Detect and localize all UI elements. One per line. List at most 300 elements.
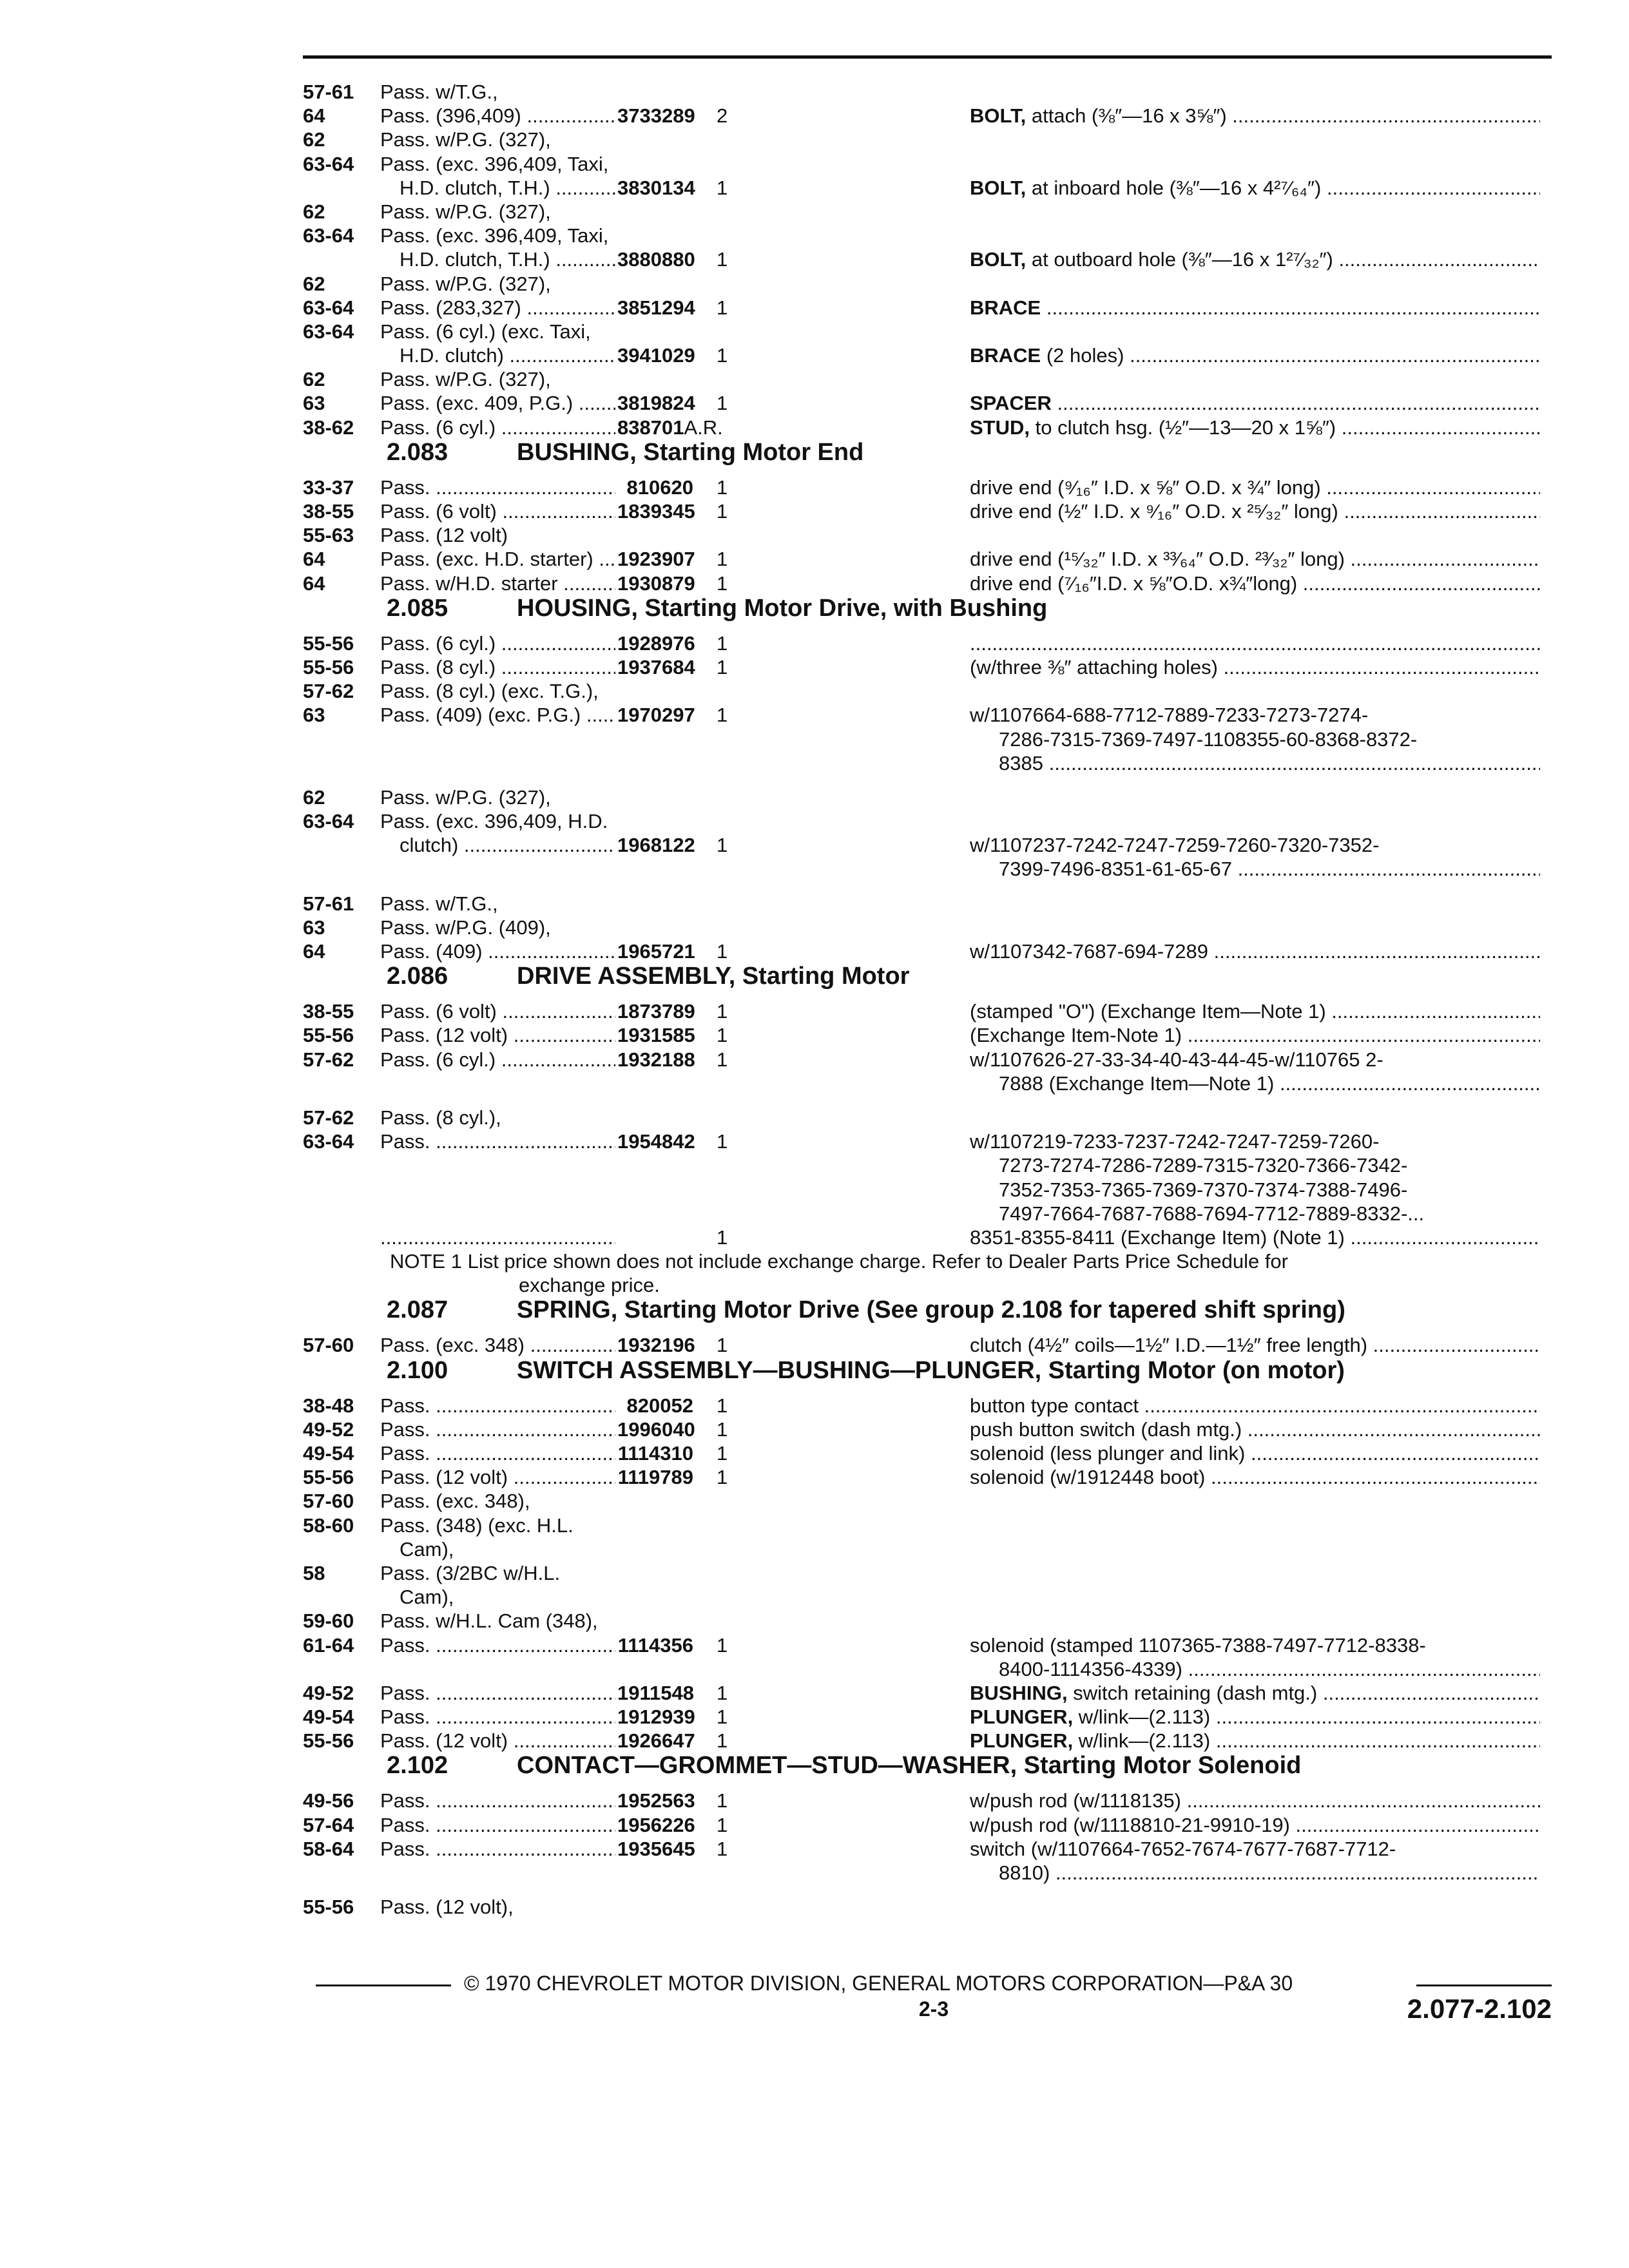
- parts-row: [303, 1729, 1559, 1753]
- model-years: 57-61: [303, 81, 354, 103]
- group-heading: [303, 1358, 1559, 1394]
- parts-row: [303, 476, 1559, 499]
- quantity: 1: [717, 1024, 728, 1047]
- parts-row: [303, 1394, 1559, 1418]
- parts-row: [303, 655, 1559, 679]
- parts-row: [303, 1705, 1559, 1729]
- quantity: 1: [717, 1681, 728, 1704]
- group-number: 2.102: [387, 1752, 448, 1780]
- quantity: 1: [717, 248, 728, 271]
- quantity: 1: [717, 296, 728, 319]
- parts-row: [303, 1514, 1559, 1537]
- group-number: 2.086: [387, 963, 448, 990]
- part-number-value: 1965721: [617, 940, 695, 963]
- model-years: 33-37: [303, 476, 354, 499]
- parts-row: [303, 296, 1559, 320]
- model-years: 49-52: [303, 1681, 354, 1704]
- parts-row: [303, 343, 1559, 367]
- quantity: 1: [717, 1225, 728, 1249]
- model-years: 55-56: [303, 1896, 354, 1919]
- application-description: Pass. (8 cyl.) (exc. T.G.),: [380, 680, 599, 703]
- part-name-description: w/1107237-7242-7247-7259-7260-7320-7352-: [970, 834, 1380, 857]
- part-number: [617, 703, 693, 727]
- model-years: 38-62: [303, 416, 354, 439]
- parts-row: [303, 1633, 1559, 1657]
- model-years: 55-63: [303, 524, 354, 547]
- part-number-value: 1935645: [617, 1837, 695, 1860]
- model-years: 57-60: [303, 1334, 354, 1357]
- application-description: [380, 1225, 615, 1249]
- application-description: Pass. w/T.G.,: [380, 892, 498, 915]
- quantity: 1: [717, 1394, 728, 1417]
- application-description: Cam),: [400, 1586, 454, 1609]
- part-name-description: BUSHING, switch retaining (dash mtg.) .....: [970, 1681, 1540, 1705]
- part-number: [617, 1729, 693, 1753]
- part-name-description: 7399-7496-8351-61-65-67 .....: [970, 857, 1540, 881]
- note-line: NOTE 1 List price shown does not include exchange charge. Refer to Dealer Parts Price Schedule for: [390, 1250, 1289, 1273]
- quantity: 1: [717, 392, 728, 415]
- part-number-value: 1928976: [617, 631, 695, 655]
- part-number-value: 1119789: [617, 1466, 693, 1489]
- application-description: Pass. w/P.G. (327),: [380, 200, 551, 223]
- part-name-keyword: SPACER: [970, 392, 1052, 415]
- model-years: 57-62: [303, 680, 354, 703]
- part-name-description: drive end (½″ I.D. x ⁹⁄₁₆″ O.D. x ²⁵⁄₃₂″ long) .....: [970, 499, 1540, 523]
- group-heading: [303, 1297, 1559, 1333]
- model-years: 57-62: [303, 1048, 354, 1071]
- quantity: 1: [717, 1633, 728, 1657]
- model-years: 61-64: [303, 1633, 354, 1657]
- application-description: Pass. w/H.D. starter .....: [380, 572, 615, 595]
- application-description: Pass. (exc. 396,409, H.D.: [380, 810, 608, 833]
- parts-row: [303, 523, 1559, 547]
- part-number: [617, 939, 693, 963]
- parts-row: [303, 224, 1559, 247]
- row-gap: [303, 775, 1559, 785]
- application-description: Pass. (exc. 348) .....: [380, 1333, 615, 1357]
- application-description: Cam),: [400, 1537, 454, 1561]
- model-years: 64: [303, 572, 325, 595]
- model-years: 64: [303, 548, 325, 571]
- part-name-description: 8351-8355-8411 (Exchange Item) (Note 1) .....: [970, 1225, 1540, 1249]
- part-name-description: w/1107626-27-33-34-40-43-44-45-w/110765 2-: [970, 1048, 1383, 1071]
- part-name-description: switch (w/1107664-7652-7674-7677-7687-7712-: [970, 1837, 1396, 1860]
- application-description: Pass. (6 volt) .....: [380, 499, 615, 523]
- parts-row: [303, 1106, 1559, 1129]
- application-description: Pass. (exc. H.D. starter) .....: [380, 547, 615, 571]
- application-description: Pass. .....: [380, 1394, 615, 1418]
- group-title: BUSHING, Starting Motor End: [517, 438, 864, 466]
- application-description: Pass. (12 volt) .....: [380, 1023, 615, 1047]
- part-name-keyword: BRACE: [970, 344, 1041, 367]
- part-name-keyword: BOLT,: [970, 248, 1027, 271]
- model-years: 63: [303, 392, 325, 415]
- part-number-value: 3830134: [617, 176, 695, 199]
- page-footer: [316, 1972, 1552, 2036]
- part-name-description: [970, 631, 1540, 655]
- part-number-value: 1839345: [617, 500, 695, 523]
- part-number: [617, 1418, 693, 1441]
- part-number-value: 1932188: [617, 1048, 695, 1071]
- part-number-value: 820052: [626, 1394, 693, 1417]
- model-years: 55-56: [303, 1729, 354, 1753]
- part-name-keyword: BUSHING,: [970, 1681, 1068, 1704]
- parts-row: [303, 416, 1559, 439]
- part-number: [617, 572, 693, 595]
- quantity: 1: [717, 176, 728, 199]
- part-name-description: drive end (⁷⁄₁₆″I.D. x ⅝″O.D. x¾″long) .....: [970, 572, 1540, 595]
- application-description: Pass. (12 volt) .....: [380, 1729, 615, 1753]
- parts-row: [303, 547, 1559, 571]
- parts-row: [303, 1609, 1559, 1633]
- part-number-value: 810620: [626, 476, 693, 499]
- parts-row: [303, 572, 1559, 595]
- parts-row: [303, 128, 1559, 151]
- application-description: Pass. (396,409) .....: [380, 104, 615, 128]
- parts-row: [303, 499, 1559, 523]
- model-years: 57-60: [303, 1490, 354, 1513]
- parts-row: [303, 1023, 1559, 1047]
- part-number: [617, 476, 693, 499]
- part-number: [617, 547, 693, 571]
- application-description: Pass. (6 cyl.) .....: [380, 631, 615, 655]
- application-description: clutch) .....: [380, 833, 615, 857]
- part-number-value: 1930879: [617, 572, 695, 595]
- parts-row: [303, 200, 1559, 224]
- quantity: 1: [717, 476, 728, 499]
- row-gap: [303, 881, 1559, 892]
- quantity: 1: [717, 1000, 728, 1023]
- quantity: 1: [717, 1729, 728, 1753]
- part-name-description: w/1107664-688-7712-7889-7233-7273-7274-: [970, 704, 1369, 727]
- part-number-value: 3880880: [617, 248, 695, 271]
- parts-row: [303, 391, 1559, 415]
- part-number-value: 1996040: [617, 1418, 695, 1441]
- model-years: 58-64: [303, 1837, 354, 1860]
- footer-rule-right: [1416, 1984, 1552, 1986]
- group-title: CONTACT—GROMMET—STUD—WASHER, Starting Motor Solenoid: [517, 1752, 1302, 1780]
- application-description: Pass. (6 cyl.) .....: [380, 1048, 615, 1072]
- application-description: Pass. .....: [380, 1705, 615, 1729]
- part-name-description: 7888 (Exchange Item—Note 1) .....: [970, 1072, 1540, 1095]
- group-range: 2.077-2.102: [1407, 1994, 1552, 2024]
- part-name-description: solenoid (less plunger and link) .....: [970, 1441, 1540, 1465]
- part-name-description: w/1107219-7233-7237-7242-7247-7259-7260-: [970, 1130, 1380, 1153]
- application-description: H.D. clutch, T.H.) .....: [380, 247, 615, 271]
- parts-row: [303, 1681, 1559, 1705]
- part-name-description: [970, 296, 1540, 320]
- part-number: [617, 999, 693, 1023]
- group-heading: [303, 595, 1559, 631]
- part-name-description: BOLT, attach (⅜″—16 x 3⅝″) .....: [970, 104, 1540, 128]
- application-description: Pass. .....: [380, 1813, 615, 1837]
- part-number-value: 1923907: [617, 548, 695, 571]
- parts-row: [303, 80, 1559, 104]
- quantity: 1: [717, 1466, 728, 1489]
- part-name-description: button type contact .....: [970, 1394, 1540, 1418]
- parts-row: [303, 1657, 1559, 1681]
- copyright-line: © 1970 CHEVROLET MOTOR DIVISION, GENERAL MOTORS CORPORATION—P&A 30: [464, 1972, 1293, 1995]
- part-name-description: 7273-7274-7286-7289-7315-7320-7366-7342-: [999, 1154, 1408, 1177]
- application-description: Pass. (12 volt) .....: [380, 1465, 615, 1489]
- model-years: 63-64: [303, 224, 354, 247]
- part-number: [617, 1681, 693, 1705]
- part-number: [617, 343, 693, 367]
- parts-row: [303, 727, 1559, 751]
- group-heading: [303, 439, 1559, 476]
- part-number: [617, 1705, 693, 1729]
- page-number: 2-3: [918, 1997, 949, 2021]
- model-years: 62: [303, 785, 325, 809]
- part-name-description: w/1107342-7687-694-7289 .....: [970, 939, 1540, 963]
- part-name-description: 8385 .....: [970, 751, 1540, 775]
- parts-row: [303, 1585, 1559, 1609]
- part-name-description: drive end (⁹⁄₁₆″ I.D. x ⅝″ O.D. x ¾″ long) .....: [970, 476, 1540, 499]
- part-number: [617, 1129, 693, 1153]
- part-name-description: w/push rod (w/1118810-21-9910-19) .....: [970, 1813, 1540, 1837]
- quantity: 1: [717, 1789, 728, 1812]
- application-description: Pass. (283,327) .....: [380, 296, 615, 320]
- quantity: 1: [717, 704, 728, 727]
- application-description: Pass. (6 cyl.) .....: [380, 416, 615, 439]
- part-number: [617, 296, 693, 320]
- parts-row: [303, 1072, 1559, 1095]
- application-description: Pass. .....: [380, 1837, 615, 1861]
- part-number: [617, 416, 723, 439]
- model-years: 62: [303, 128, 325, 151]
- part-number: [617, 104, 693, 128]
- part-name-description: w/push rod (w/1118135) .....: [970, 1789, 1540, 1812]
- part-name-description: clutch (4½″ coils—1½″ I.D.—1½″ free length) .....: [970, 1333, 1540, 1357]
- note-line: exchange price.: [519, 1274, 660, 1297]
- parts-row: [303, 1129, 1559, 1153]
- quantity: 1: [717, 1334, 728, 1357]
- model-years: 62: [303, 200, 325, 223]
- application-description: Pass. (6 volt) .....: [380, 999, 615, 1023]
- application-description: Pass. w/P.G. (409),: [380, 916, 551, 939]
- parts-row: [303, 785, 1559, 809]
- model-years: 57-61: [303, 892, 354, 915]
- part-number: [617, 1633, 693, 1657]
- part-name-description: (stamped "O") (Exchange Item—Note 1) .....: [970, 999, 1540, 1023]
- application-description: H.D. clutch, T.H.) .....: [380, 176, 615, 200]
- part-name-description: solenoid (stamped 1107365-7388-7497-7712-8338-: [970, 1633, 1426, 1657]
- part-number-value: 3733289: [617, 104, 695, 128]
- parts-row: [303, 1178, 1559, 1202]
- model-years: 64: [303, 940, 325, 963]
- parts-row: [303, 320, 1559, 343]
- quantity: 1: [717, 1442, 728, 1465]
- part-name-description: 7497-7664-7687-7688-7694-7712-7889-8332-...: [999, 1202, 1425, 1225]
- part-number-value: 1952563: [617, 1789, 695, 1812]
- parts-row: [303, 152, 1559, 176]
- part-number-value: 1968122: [617, 834, 695, 857]
- model-years: 62: [303, 368, 325, 391]
- model-years: 63: [303, 916, 325, 939]
- part-number-value: 3819824: [617, 392, 695, 415]
- parts-row: [303, 1202, 1559, 1225]
- row-gap: [303, 1885, 1559, 1895]
- part-number: [617, 391, 693, 415]
- part-number: [617, 1394, 693, 1418]
- part-number-value: 1970297: [617, 704, 695, 727]
- part-name-description: STUD, to clutch hsg. (½″—13—20 x 1⅝″) .....: [970, 416, 1540, 439]
- parts-row: [303, 1789, 1559, 1812]
- group-number: 2.100: [387, 1356, 448, 1384]
- model-years: 57-64: [303, 1813, 354, 1836]
- model-years: 49-54: [303, 1706, 354, 1729]
- part-name-description: solenoid (w/1912448 boot) .....: [970, 1465, 1540, 1489]
- group-title: SWITCH ASSEMBLY—BUSHING—PLUNGER, Starting Motor (on motor): [517, 1356, 1345, 1384]
- part-name-description: BOLT, at inboard hole (⅜″—16 x 4²⁷⁄₆₄″) .....: [970, 176, 1540, 200]
- application-description: Pass. (8 cyl.),: [380, 1106, 501, 1129]
- application-description: Pass. (8 cyl.) .....: [380, 655, 615, 679]
- part-number: [617, 655, 693, 679]
- group-title: HOUSING, Starting Motor Drive, with Bushing: [517, 594, 1048, 622]
- model-years: 62: [303, 272, 325, 295]
- part-name-description: PLUNGER, w/link—(2.113) .....: [970, 1705, 1540, 1729]
- part-name-keyword: PLUNGER,: [970, 1706, 1074, 1729]
- model-years: 49-54: [303, 1442, 354, 1465]
- model-years: 55-56: [303, 1466, 354, 1489]
- parts-row: [303, 751, 1559, 775]
- application-description: Pass. (12 volt),: [380, 1896, 514, 1919]
- parts-row: [303, 1813, 1559, 1837]
- part-name-keyword: BOLT,: [970, 104, 1027, 128]
- quantity: 1: [717, 940, 728, 963]
- parts-row: [303, 939, 1559, 963]
- part-number: [617, 1813, 693, 1837]
- parts-row: [303, 809, 1559, 833]
- part-name-description: drive end (¹⁵⁄₃₂″ I.D. x ³³⁄₆₄″ O.D. ²³⁄₃₂″ long) .....: [970, 547, 1540, 571]
- quantity: 1: [717, 500, 728, 523]
- parts-row: [303, 857, 1559, 881]
- part-name-description: 7352-7353-7365-7369-7370-7374-7388-7496-: [999, 1178, 1408, 1201]
- model-years: 63-64: [303, 296, 354, 319]
- part-number: [617, 833, 693, 857]
- row-gap: [303, 1095, 1559, 1106]
- model-years: 63: [303, 704, 325, 727]
- parts-row: [303, 1333, 1559, 1357]
- quantity: 1: [717, 1837, 728, 1860]
- group-heading: [303, 963, 1559, 999]
- part-number: [617, 1048, 693, 1072]
- part-name-description: (w/three ⅜″ attaching holes) .....: [970, 655, 1540, 679]
- model-years: 64: [303, 104, 325, 128]
- application-description: Pass. (3/2BC w/H.L.: [380, 1561, 561, 1584]
- model-years: 59-60: [303, 1610, 354, 1633]
- model-years: 49-56: [303, 1789, 354, 1812]
- part-name-description: BOLT, at outboard hole (⅜″—16 x 1²⁷⁄₃₂″) .....: [970, 247, 1540, 271]
- parts-row: [303, 367, 1559, 391]
- model-years: 63-64: [303, 810, 354, 833]
- model-years: 55-56: [303, 1024, 354, 1047]
- application-description: Pass. w/P.G. (327),: [380, 368, 551, 391]
- parts-row: [303, 892, 1559, 916]
- parts-row: [303, 1048, 1559, 1072]
- model-years: 55-56: [303, 631, 354, 655]
- part-number-value: 1912939: [617, 1706, 695, 1729]
- part-number-value: 3941029: [617, 344, 695, 367]
- application-description: Pass. (12 volt): [380, 524, 508, 547]
- parts-row: [303, 631, 1559, 655]
- model-years: 63-64: [303, 152, 354, 175]
- parts-row: [303, 1418, 1559, 1441]
- part-name-description: (Exchange Item-Note 1) .....: [970, 1023, 1540, 1047]
- parts-list: [303, 80, 1559, 1919]
- part-name-keyword: BOLT,: [970, 176, 1027, 199]
- parts-row: [303, 1861, 1559, 1885]
- parts-row: [303, 1895, 1559, 1919]
- quantity: 1: [717, 631, 728, 655]
- application-description: Pass. w/T.G.,: [380, 81, 498, 103]
- part-number: [617, 247, 693, 271]
- part-number: [617, 1837, 693, 1861]
- model-years: 58-60: [303, 1514, 354, 1537]
- quantity: 1: [717, 344, 728, 367]
- model-years: 58: [303, 1561, 325, 1584]
- part-number-value: 838701: [617, 416, 684, 439]
- group-heading: [303, 1753, 1559, 1789]
- application-description: Pass. .....: [380, 1129, 615, 1153]
- footer-rule-left: [316, 1984, 451, 1986]
- part-name-keyword: PLUNGER,: [970, 1729, 1074, 1753]
- quantity: 1: [717, 655, 728, 678]
- part-number-value: 1873789: [617, 1000, 695, 1023]
- parts-row: [303, 272, 1559, 296]
- parts-row: [303, 104, 1559, 128]
- part-number: [617, 1789, 693, 1812]
- parts-row: [303, 1225, 1559, 1249]
- part-number: [617, 176, 693, 200]
- group-number: 2.085: [387, 594, 448, 622]
- model-years: 38-55: [303, 1000, 354, 1023]
- parts-row: [303, 176, 1559, 200]
- parts-row: [303, 1153, 1559, 1177]
- part-name-description: 8400-1114356-4339) .....: [970, 1657, 1540, 1681]
- parts-row: [303, 1537, 1559, 1561]
- part-name-keyword: STUD,: [970, 416, 1030, 439]
- part-number: [617, 1465, 693, 1489]
- parts-row: [303, 1489, 1559, 1513]
- part-number-value: 3851294: [617, 296, 695, 319]
- quantity: 1: [717, 1706, 728, 1729]
- application-description: Pass. (6 cyl.) (exc. Taxi,: [380, 320, 591, 343]
- part-name-description: BRACE (2 holes) .....: [970, 343, 1540, 367]
- application-description: Pass. (exc. 409, P.G.) .....: [380, 391, 615, 415]
- quantity: 1: [717, 1048, 728, 1071]
- group-number: 2.083: [387, 438, 448, 466]
- part-name-description: 8810) .....: [970, 1861, 1540, 1885]
- model-years: 63-64: [303, 320, 354, 343]
- application-description: Pass. (exc. 348),: [380, 1490, 530, 1513]
- model-years: 55-56: [303, 655, 354, 678]
- part-number-value: 1926647: [617, 1729, 695, 1753]
- parts-row: [303, 1465, 1559, 1489]
- part-number-value: 1937684: [617, 655, 695, 678]
- model-years: 57-62: [303, 1106, 354, 1129]
- part-number-value: 1954842: [617, 1130, 695, 1153]
- group-title: DRIVE ASSEMBLY, Starting Motor: [517, 963, 910, 990]
- model-years: 63-64: [303, 1130, 354, 1153]
- application-description: Pass. (exc. 396,409, Taxi,: [380, 152, 609, 175]
- group-number: 2.087: [387, 1296, 448, 1324]
- part-name-description: 7286-7315-7369-7497-1108355-60-8368-8372-: [999, 727, 1418, 751]
- model-years: 38-55: [303, 500, 354, 523]
- parts-row: [303, 999, 1559, 1023]
- model-years: 38-48: [303, 1394, 354, 1417]
- part-number: [617, 1023, 693, 1047]
